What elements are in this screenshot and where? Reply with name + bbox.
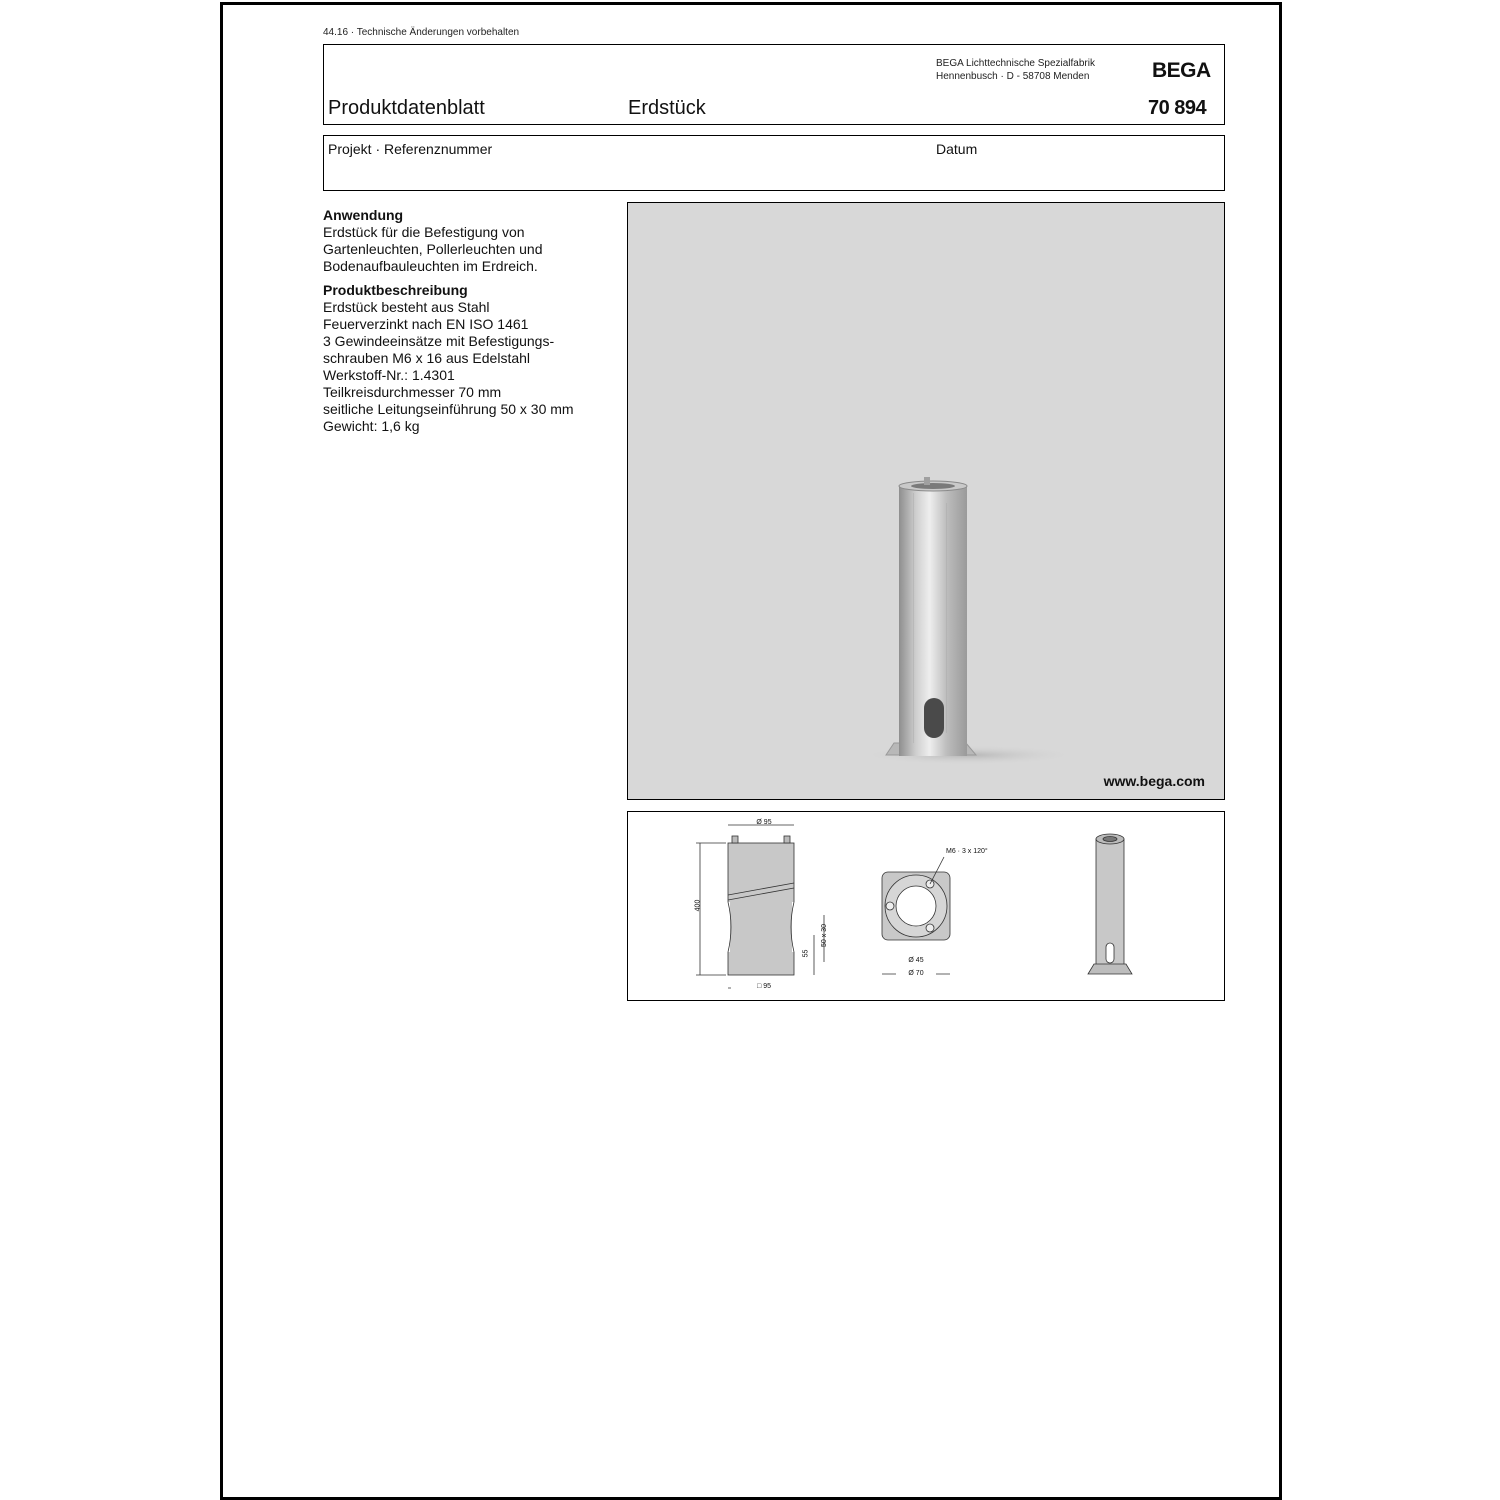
product-line: Erdstück besteht aus Stahl	[323, 299, 490, 315]
dim-cutout-height: 55	[802, 949, 810, 958]
application-heading: Anwendung	[323, 207, 404, 223]
document-title: Produktdatenblatt	[328, 97, 485, 119]
technical-drawing	[627, 811, 1225, 1001]
company-line-2: Hennenbusch · D - 58708 Menden	[936, 71, 1090, 82]
dim-cutout: 50 x 30	[820, 924, 828, 947]
product-description	[323, 207, 613, 435]
product-line: Werkstoff-Nr.: 1.4301	[323, 367, 455, 383]
product-line: Teilkreisdurchmesser 70 mm	[323, 384, 502, 400]
brand-logo: BEGA	[1152, 59, 1211, 82]
product-line: 3 Gewindeeinsätze mit Befestigungs-	[323, 333, 555, 349]
product-line: Gewicht: 1,6 kg	[323, 418, 420, 434]
application-line: Gartenleuchten, Pollerleuchten und	[323, 241, 543, 257]
product-line: seitliche Leitungseinführung 50 x 30 mm	[323, 401, 574, 417]
dim-base: □ 95	[731, 983, 797, 990]
article-number: 70 894	[1148, 97, 1207, 119]
thread-note: M6 · 3 x 120°	[946, 848, 988, 855]
product-line: schrauben M6 x 16 aus Edelstahl	[323, 350, 531, 366]
product-line: Feuerverzinkt nach EN ISO 1461	[323, 316, 529, 332]
application-line: Bodenaufbauleuchten im Erdreich.	[323, 258, 538, 274]
date-label: Datum	[936, 141, 978, 157]
website-url: www.bega.com	[1103, 773, 1205, 789]
ground-socket-photo	[628, 203, 1224, 799]
revision-note: 44.16 · Technische Änderungen vorbehalten	[323, 27, 520, 38]
project-label: Projekt · Referenznummer	[328, 141, 493, 157]
company-address	[936, 57, 1095, 83]
dim-inner-diameter: Ø 45	[896, 957, 936, 964]
product-heading: Produktbeschreibung	[323, 282, 468, 298]
product-photo	[627, 202, 1225, 800]
application-line: Erdstück für die Befestigung von	[323, 224, 525, 240]
product-name: Erdstück	[628, 97, 706, 119]
dim-top-diameter: Ø 95	[756, 819, 772, 826]
company-line-1: BEGA Lichttechnische Spezialfabrik	[936, 58, 1095, 69]
dim-height: 400	[694, 899, 702, 912]
dim-circle-diameter: Ø 70	[896, 970, 936, 977]
